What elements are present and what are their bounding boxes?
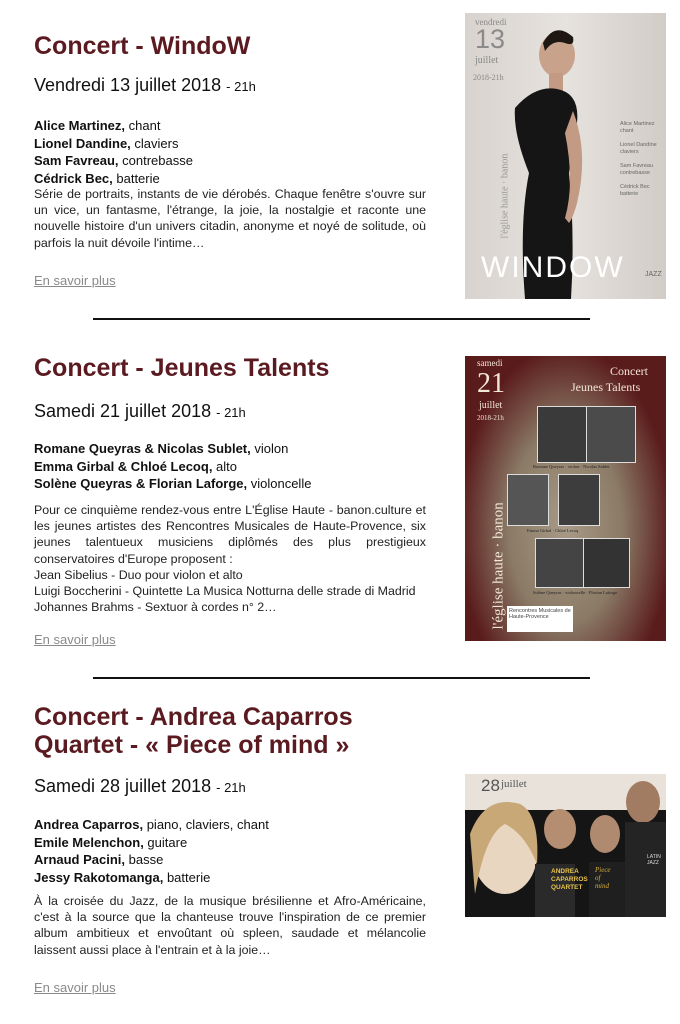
event-description: À la croisée du Jazz, de la musique brésilienne et Afro-Américaine, c'est à la source que la chanteuse trouve l'inspiration de ce premier album ambitieux et envoûtant où spleen, saudade et mélancolie laissent aussi place à l'entrain et à la joie…	[34, 894, 426, 957]
artist-list	[34, 117, 193, 187]
artist-item: Solène Queyras & Florian Laforge, violoncelle	[34, 476, 312, 491]
musician-photo	[558, 474, 600, 526]
event-title[interactable]: Concert - WindoW	[34, 32, 251, 60]
poster-window[interactable]: vendredi 13 juillet 2018-21h l'église haute · banon Alice Martinez chant Lionel Dandine claviers Sam Favreau contrebasse Cédrick Bec batterie WINDOW JAZZ	[465, 13, 666, 299]
program-item: Luigi Boccherini - Quintette La Musica Notturna delle strade di Madrid	[34, 584, 416, 599]
program-item: Johannes Brahms - Sextuor à cordes n° 2…	[34, 600, 277, 615]
poster-andrea-caparros[interactable]: 28 juillet ANDREA CAPARROS QUARTET Piece of mind LATIN JAZZ	[465, 774, 666, 917]
artist-item: Jessy Rakotomanga, batterie	[34, 869, 211, 885]
artist-item: Alice Martinez, chant	[34, 118, 161, 133]
musician-photo	[583, 538, 630, 588]
event-date-text: Samedi 21 juillet 2018	[34, 401, 212, 421]
artist-item: Lionel Dandine, claviers	[34, 135, 179, 151]
poster-jeunes-talents[interactable]: samedi 21 juillet 2018-21h Concert Jeunes Talents l'église haute · banon Romane Queyras · violon · Nicolas Sublet Emma Girbal · Chloé Lecoq Solène Queyras · violoncelle · Florian Laforge Rencontres Musicales de Haute-Provence	[465, 356, 666, 641]
event-description: Série de portraits, instants de vie dérobés. Chaque fenêtre s'ouvre sur un vice, un fantasme, l'étrange, la joie, la nostalgie et raconte une nouvelle histoire d'un univers citadin, anonyme et noyé de solitude, où parfois la nuit dévoile l'intime…	[34, 187, 426, 250]
event-title[interactable]: Concert - Jeunes Talents	[34, 354, 330, 382]
band-photo	[465, 774, 666, 917]
artist-item: Sam Favreau, contrebasse	[34, 153, 193, 168]
event-date	[34, 776, 246, 797]
separator	[93, 677, 590, 679]
musician-photo	[535, 538, 585, 588]
separator	[93, 318, 590, 320]
event-time: - 21h	[216, 405, 246, 420]
read-more-link[interactable]: En savoir plus	[34, 273, 116, 288]
read-more-link[interactable]: En savoir plus	[34, 632, 116, 647]
artist-item: Arnaud Pacini, basse	[34, 852, 164, 867]
event-date-text: Samedi 28 juillet 2018	[34, 776, 212, 796]
event-date-text: Vendredi 13 juillet 2018	[34, 75, 222, 95]
artist-item: Emile Melenchon, guitare	[34, 834, 188, 850]
artist-item: Andrea Caparros, piano, claviers, chant	[34, 817, 269, 832]
musician-photo	[507, 474, 549, 526]
artist-item: Emma Girbal & Chloé Lecoq, alto	[34, 458, 238, 474]
event-description: Pour ce cinquième rendez-vous entre L'Église Haute - banon.culture et les jeunes artistes des Rencontres Musicales de Haute-Provence, six jeunes talentueux musiciens diplômés des plus prestigieux conservatoires d'Europe proposent : Jean Sibelius - Duo pour violon et alto Luigi Boccherini - Quintette La Musica Notturna delle strade di Madrid Johannes Brahms - Sextuor à cordes n° 2…	[34, 503, 426, 615]
program-item: Jean Sibelius - Duo pour violon et alto	[34, 567, 243, 582]
read-more-link[interactable]: En savoir plus	[34, 980, 116, 995]
event-time: - 21h	[216, 780, 246, 795]
rencontres-logo: Rencontres Musicales de Haute-Provence	[507, 606, 573, 632]
musician-photo	[537, 406, 588, 463]
artist-list	[34, 816, 269, 886]
event-title[interactable]: Concert - Andrea Caparros Quartet - « Piece of mind »	[34, 703, 353, 759]
musician-photo	[586, 406, 636, 463]
artist-item: Cédrick Bec, batterie	[34, 170, 160, 186]
event-date	[34, 75, 256, 96]
artist-list	[34, 440, 311, 493]
artist-item: Romane Queyras & Nicolas Sublet, violon	[34, 441, 289, 456]
event-time: - 21h	[226, 79, 256, 94]
event-date	[34, 401, 246, 422]
